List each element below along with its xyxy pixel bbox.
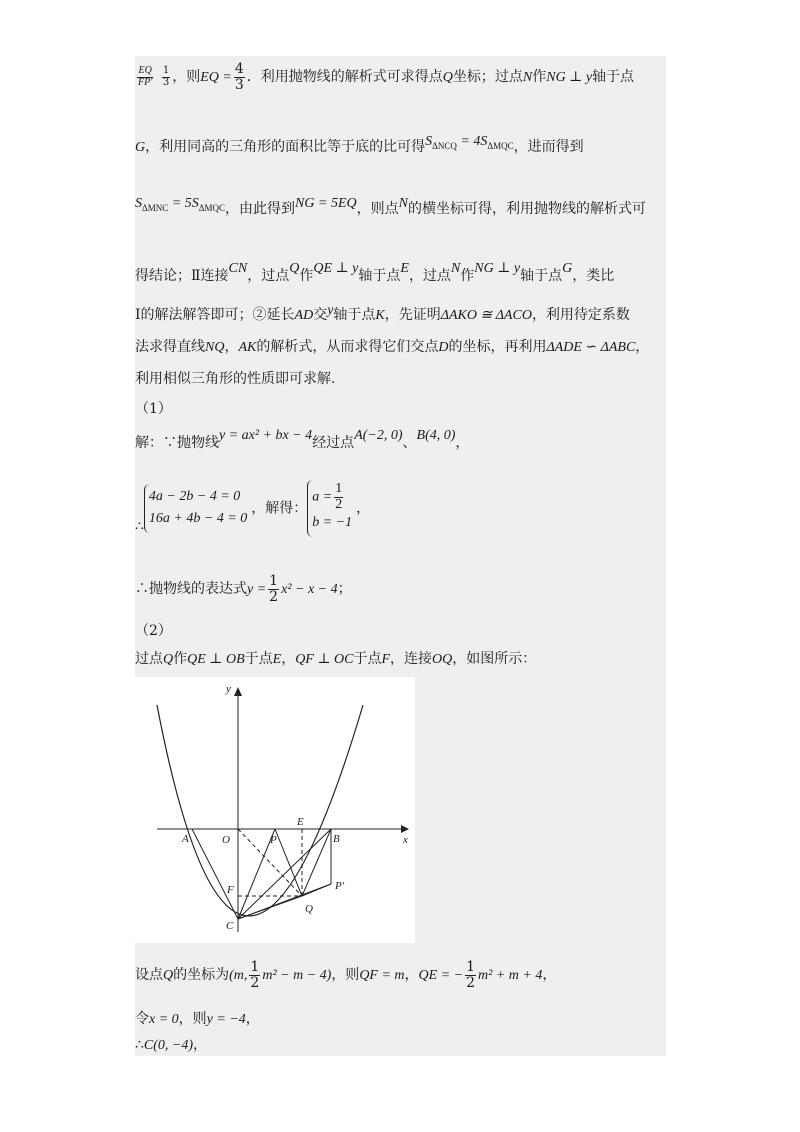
analysis-line-7: 利用相似三角形的性质即可求解. bbox=[135, 371, 336, 387]
solution-line-1: 解：∵抛物线y = ax² + bx − 4经过点A(−2, 0)、B(4, 0)， bbox=[135, 428, 470, 451]
solution-line-6: 令x = 0，则y = −4， bbox=[135, 1011, 260, 1027]
part-2-heading: （2） bbox=[135, 623, 172, 639]
analysis-line-1: $\frac{EQ}{FP'}$ $\frac{1}{3}$ ，则EQ = $\frac{4}{3}$ ．利用抛物线的解析式可求得点Q坐标；过点N作NG ⊥ y轴于点 bbox=[138, 61, 635, 93]
label-p-prime: P′ bbox=[335, 880, 345, 892]
label-p: P bbox=[270, 834, 277, 846]
x-axis-arrow bbox=[401, 825, 409, 833]
label-q: Q bbox=[305, 903, 313, 915]
parabola-curve bbox=[157, 705, 363, 916]
equation-system: 4a − 2b − 4 = 0 16a + 4b − 4 = 0 bbox=[144, 484, 251, 533]
solution-line-7: ∴C(0, −4)， bbox=[135, 1037, 208, 1053]
area-equation-2: $S_{\Delta MNC} = 5S_{\Delta MQC}$ bbox=[135, 196, 226, 213]
part-1-heading: （1） bbox=[135, 401, 172, 417]
solution-system: a = $\frac{1}{2}$ b = −1 bbox=[307, 480, 356, 537]
fraction-one-third: $\frac{1}{3}$ bbox=[162, 65, 170, 88]
y-axis-arrow bbox=[234, 687, 242, 696]
fraction-half-coordinate: $\frac{1}{2}$ bbox=[250, 959, 260, 991]
analysis-line-3: $S_{\Delta MNC} = 5S_{\Delta MQC}$，由此得到NG = 5EQ，则点N的横坐标可得，利用抛物线的解析式可 bbox=[135, 196, 646, 217]
solution-line-2: ∴ 4a − 2b − 4 = 0 16a + 4b − 4 = 0 ，解得： a = $\frac{1}{2}$ b = −1 ， bbox=[135, 480, 666, 537]
label-o: O bbox=[222, 834, 230, 846]
label-f: F bbox=[227, 884, 234, 896]
solution-line-5: 设点Q的坐标为(m, $\frac{1}{2}$ m² − m − 4)，则QF = m，QE = − $\frac{1}{2}$ m² + m + 4， bbox=[135, 959, 557, 991]
fraction-eq-fp: $\frac{EQ}{FP'}$ bbox=[138, 65, 153, 88]
area-equation: $S_{\Delta NCQ} = 4S_{\Delta MQC}$ bbox=[425, 134, 514, 151]
fraction-four-thirds: $\frac{4}{3}$ bbox=[234, 61, 244, 93]
segment-ca bbox=[192, 829, 238, 919]
label-y: y bbox=[226, 683, 231, 695]
segment-pq bbox=[275, 829, 302, 896]
solution-line-3: ∴抛物线的表达式y = $\frac{1}{2}$ x² − x − 4； bbox=[135, 573, 352, 605]
solution-line-4: 过点Q作QE ⊥ OB于点E，QF ⊥ OC于点F，连接OQ，如图所示： bbox=[135, 651, 537, 667]
parabola-figure bbox=[135, 677, 415, 943]
label-b: B bbox=[333, 833, 340, 845]
analysis-line-4: 得结论；Ⅱ连接CN，过点Q作QE ⊥ y轴于点E，过点N作NG ⊥ y轴于点G，类比 bbox=[135, 261, 615, 284]
fraction-half: $\frac{1}{2}$ bbox=[269, 573, 279, 605]
label-e: E bbox=[297, 816, 304, 828]
parabola-diagram bbox=[135, 677, 415, 943]
segment-cb bbox=[238, 829, 331, 919]
label-c: C bbox=[226, 920, 234, 932]
label-x: x bbox=[403, 834, 408, 846]
fraction-a-value: $\frac{1}{2}$ bbox=[335, 481, 343, 512]
analysis-line-6: 法求得直线NQ，AK的解析式，从而求得它们交点D的坐标，再利用ΔADE ∽ ΔABC， bbox=[135, 339, 650, 355]
fraction-half-qe: $\frac{1}{2}$ bbox=[466, 959, 476, 991]
analysis-line-2: G，利用同高的三角形的面积比等于底的比可得$S_{\Delta NCQ} = 4S_{\Delta MQC}$，进而得到 bbox=[135, 134, 584, 155]
analysis-line-5: Ⅰ的解法解答即可；②延长AD交y轴于点K，先证明ΔAKO ≅ ΔACO，利用待定系数 bbox=[135, 303, 630, 323]
label-a: A bbox=[182, 833, 189, 845]
